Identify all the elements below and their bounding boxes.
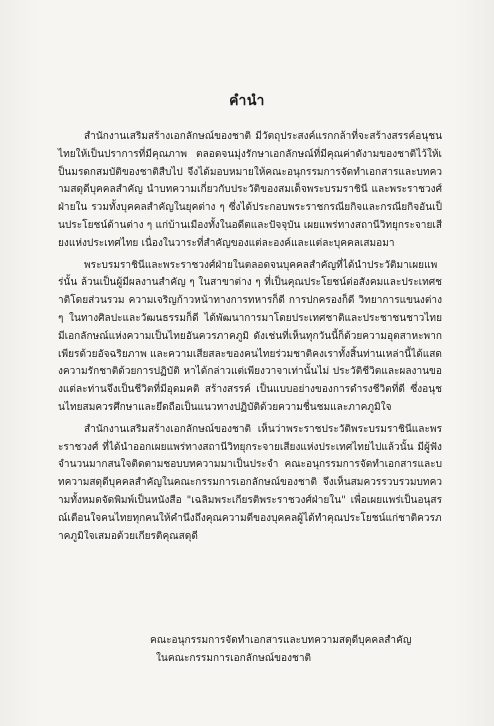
paragraph-3: สำนักงานเสริมสร้างเอกลักษณ์ของชาติ เห็นว่าพระราชประวัติพระบรมราชินีและพระราชวงศ์ ที่ได้นำออกเผยแพร่ทางสถานีวิทยุกระจายเสียงแห่งประเทศไทยไปแล้วนั้น มีผู้ฟังจำนวนมากสนใจติดตามชอบบทความมาเป็นประจำ คณะอนุกรรมการจัดทำเอกสารและบทความสดุดีบุคคลสำคัญในคณะกรรมการเอกลักษณ์ของชาติ จึงเห็นสมควรรวบรวมบทความทั้งหมดจัดพิมพ์เป็นหนังสือ "เฉลิมพระเกียรติพระราชวงศ์ฝ่ายใน" เพื่อเผยแพร่เป็นอนุสรณ์เตือนใจคนไทยทุกคนให้คำนึงถึงคุณความดีของบุคคลผู้ได้ทำคุณประโยชน์แก่ชาติควรภาคภูมิใจเสมอด้วยเกียรติคุณสดุดี <box>58 423 442 542</box>
signature-line-2: ในคณะกรรมการเอกลักษณ์ของชาติ <box>156 653 312 664</box>
paragraph-1: สำนักงานเสริมสร้างเอกลักษณ์ของชาติ มีวัตถุประสงค์แรกกล้าที่จะสร้างสรรค์อนุชนไทยให้เป็นปราการที่มีคุณภาพ ตลอดจนมุ่งรักษาเอกลักษณ์ที่มีคุณค่าดังามของชาติไว้ให้เป็นมรดกสมบัติของชาติสืบไป จึงได้มอบหมายให้คณะอนุกรรมการจัดทำเอกสารและบทความสดุดีบุคคลสำคัญ นำบทความเกี่ยวกับประวัติของสมเด็จพระบรมราชินี และพระราชวงศ์ฝ่ายใน รวมทั้งบุคคลสำคัญในยุคต่าง ๆ ซึ่งได้ประกอบพระราชกรณียกิจและกรณียกิจอันเป็นประโยชน์ด้านต่าง ๆ แก่บ้านเมืองทั้งในอดีตและปัจจุบัน เผยแพร่ทางสถานีวิทยุกระจายเสียงแห่งประเทศไทย เนื่องในวาระที่สำคัญของแต่ละองค์และแต่ละบุคคลเสมอมา <box>58 131 442 249</box>
paragraph-2: พระบรมราชินีและพระราชวงศ์ฝ่ายในตลอดจนบุคคลสำคัญที่ได้นำประวัติมาเผยแพร่นั้น ล้วนเป็นผู้มีผลงานสำคัญ ๆ ในสาขาต่าง ๆ ที่เป็นคุณประโยชน์ต่อสังคมและประเทศชาติโดยส่วนรวม ความเจริญก้าวหน้าทางการทหารก็ดี การปกครองก็ดี วิทยาการแขนงต่าง ๆ ในทางศิลปะและวัฒนธรรมก็ดี ได้พัฒนาการมาโดยประเทศชาติและประชาชนชาวไทยมีเอกลักษณ์แห่งความเป็นไทยอันควรภาคภูมิ ดังเช่นที่เห็นทุกวันนี้ก็ด้วยความอุตสาหะพากเพียรด้วยอัจฉริยภาพ และความเสียสละของคนไทยร่วมชาติคงเราทั้งสิ้นท่านเหล่านี้ได้แสดงความรักชาติด้วยการปฏิบัติ หาได้กล่าวแต่เพียงวาจาเท่านั้นไม่ ประวัติชีวิตและผลงานของแต่ละท่านจึงเป็นชีวิตที่มีอุดมคติ สร้างสรรค์ เป็นแบบอย่างของการดำรงชีวิตที่ดี ซึ่งอนุชนไทยสมควรศึกษาและยึดถือเป็นแนวทางปฏิบัติด้วยความชื่นชมและภาคภูมิใจ <box>58 259 442 413</box>
signature-block <box>150 632 450 668</box>
signature-line-1: คณะอนุกรรมการจัดทำเอกสารและบทความสดุดีบุคคลสำคัญ <box>150 635 412 646</box>
page-title: คำนำ <box>229 93 265 109</box>
document-body <box>58 128 442 548</box>
